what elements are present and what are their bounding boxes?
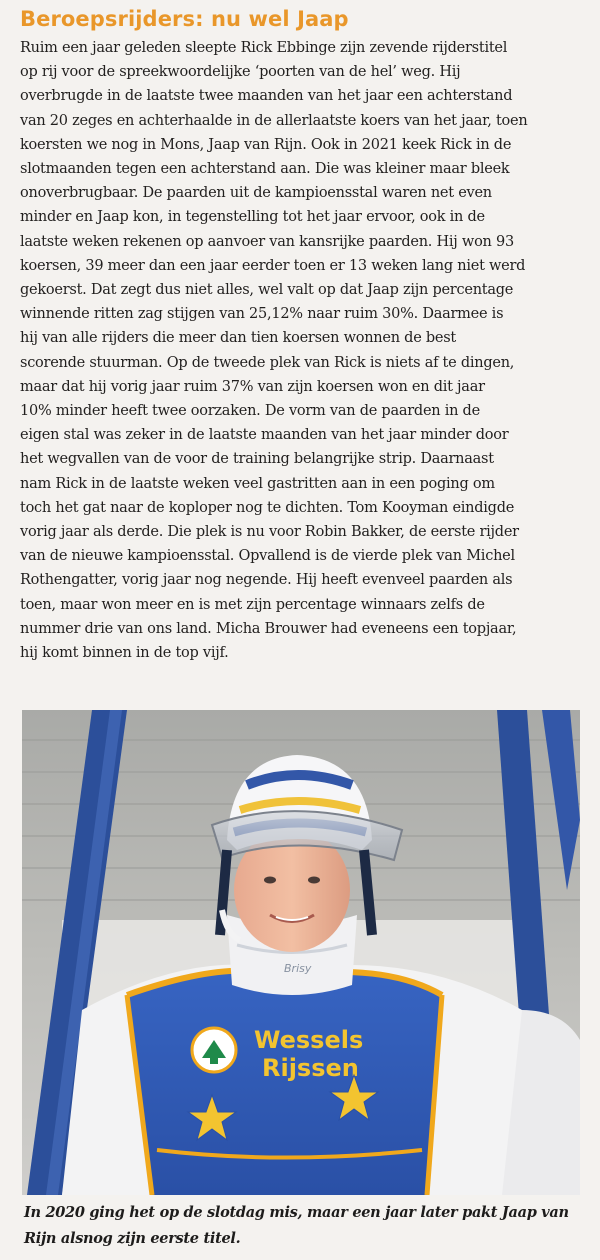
- silk-text-line1: Wessels: [254, 1026, 364, 1054]
- body-line: op rij voor de spreekwoordelijke ‘poorten van de hel’ weg. Hij: [20, 64, 461, 81]
- body-line: winnende ritten zag stijgen van 25,12% naar ruim 30%. Daarmee is: [20, 306, 504, 323]
- silk-text-line2: Rijssen: [262, 1054, 359, 1082]
- body-line: overbrugde in de laatste twee maanden van het jaar een achterstand: [20, 88, 513, 105]
- body-line: koersen, 39 meer dan een jaar eerder toen er 13 weken lang niet werd: [20, 257, 526, 274]
- article-body: [20, 36, 586, 665]
- body-line: eigen stal was zeker in de laatste maanden van het jaar minder door: [20, 427, 509, 444]
- body-line: van de nieuwe kampioensstal. Opvallend is de vierde plek van Michel: [20, 548, 515, 565]
- body-line: slotmaanden tegen een achterstand aan. Die was kleiner maar bleek: [20, 161, 510, 178]
- body-line: van 20 zeges en achterhaalde in de allerlaatste koers van het jaar, toen: [20, 112, 528, 129]
- body-line: 10% minder heeft twee oorzaken. De vorm van de paarden in de: [20, 403, 480, 420]
- driver-photo: [22, 710, 580, 1195]
- caption-line: In 2020 ging het op de slotdag mis, maar een jaar later pakt Jaap van: [24, 1204, 569, 1221]
- body-line: laatste weken rekenen op aanvoer van kansrijke paarden. Hij won 93: [20, 233, 514, 250]
- body-line: gekoerst. Dat zegt dus niet alles, wel valt op dat Jaap zijn percentage: [20, 282, 514, 299]
- driver-photo-illustration: [22, 710, 580, 1195]
- body-line: vorig jaar als derde. Die plek is nu voor Robin Bakker, de eerste rijder: [20, 524, 519, 541]
- body-line: hij van alle rijders die meer dan tien koersen wonnen de best: [20, 330, 457, 347]
- photo-caption: [24, 1200, 584, 1252]
- body-line: Rothengatter, vorig jaar nog negende. Hij heeft evenveel paarden als: [20, 572, 513, 589]
- body-line: onoverbrugbaar. De paarden uit de kampioensstal waren net even: [20, 185, 492, 202]
- body-line: maar dat hij vorig jaar ruim 37% van zijn koersen won en dit jaar: [20, 378, 485, 395]
- body-line: toch het gat naar de koploper nog te dichten. Tom Kooyman eindigde: [20, 499, 515, 516]
- body-line: toen, maar won meer en is met zijn percentage winnaars zelfs de: [20, 596, 485, 613]
- article-heading: Beroepsrijders: nu wel Jaap: [20, 7, 349, 31]
- body-line: hij komt binnen in de top vijf.: [20, 645, 229, 662]
- body-line: scorende stuurman. Op de tweede plek van Rick is niets af te dingen,: [20, 354, 515, 371]
- silk-vest: [127, 971, 442, 1195]
- body-line: nam Rick in de laatste weken veel gastritten aan in een poging om: [20, 475, 495, 492]
- body-line: Ruim een jaar geleden sleepte Rick Ebbinge zijn zevende rijderstitel: [20, 40, 508, 56]
- collar-text: Brisy: [284, 962, 312, 975]
- body-line: minder en Jaap kon, in tegenstelling tot het jaar ervoor, ook in de: [20, 209, 485, 226]
- body-line: koersten we nog in Mons, Jaap van Rijn. Ook in 2021 keek Rick in de: [20, 136, 512, 153]
- body-line: nummer drie van ons land. Micha Brouwer had eveneens een topjaar,: [20, 620, 517, 637]
- caption-line: Rijn alsnog zijn eerste titel.: [24, 1230, 241, 1247]
- body-line: het wegvallen van de voor de training belangrijke strip. Daarnaast: [20, 451, 494, 468]
